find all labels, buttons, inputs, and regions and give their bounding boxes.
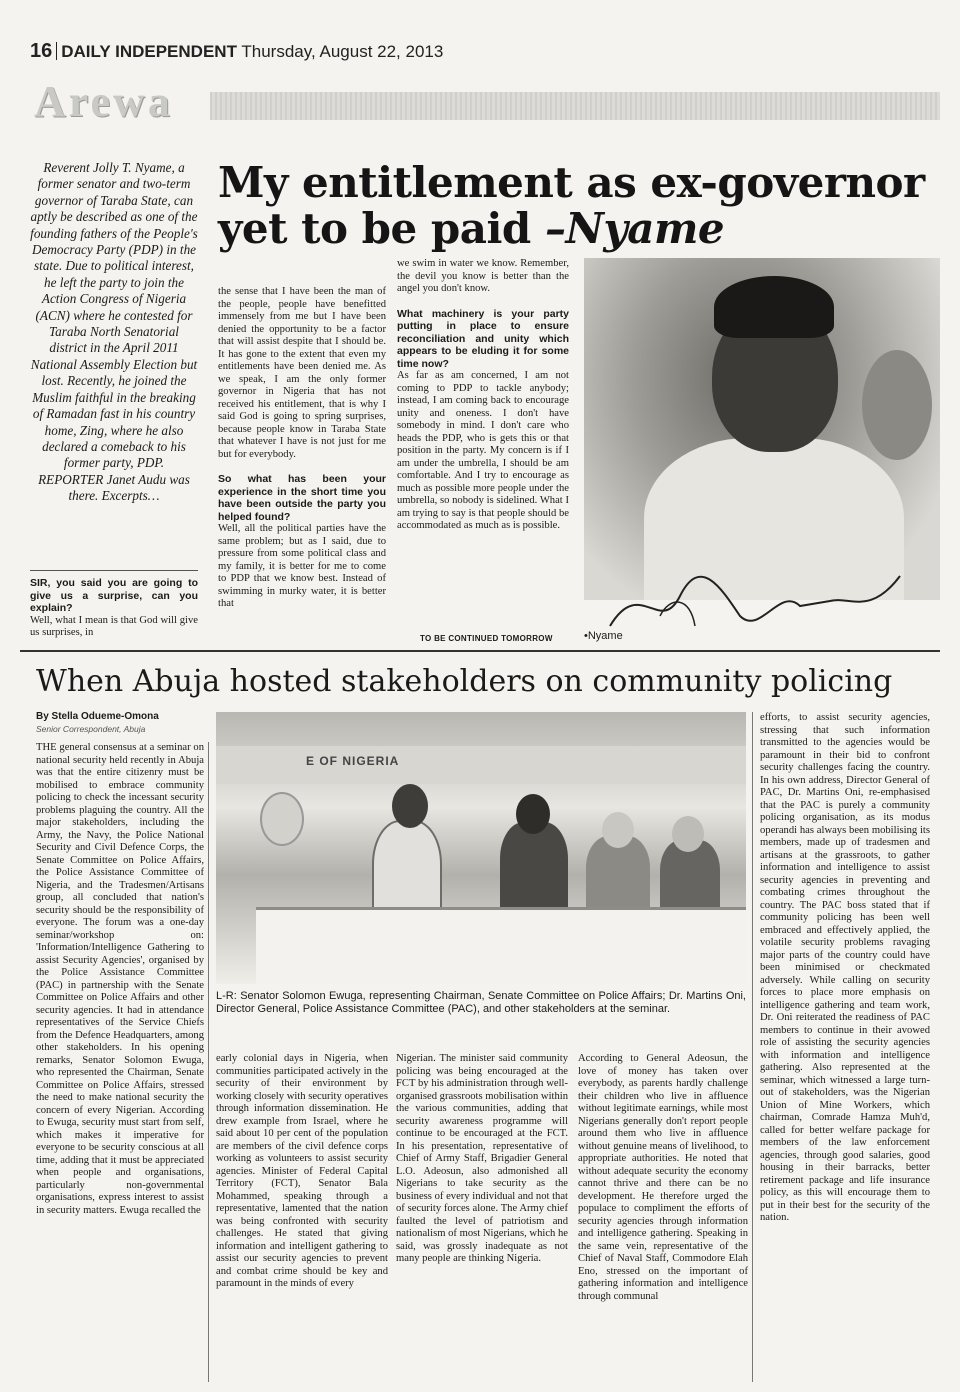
photo-banner: [216, 746, 746, 784]
spacer: [218, 461, 386, 473]
photo-figure-officer-head: [516, 794, 550, 834]
photo-figure-logo: [260, 792, 304, 846]
column-rule: [30, 570, 198, 571]
section-title: Arewa: [34, 77, 173, 126]
answer-1: Well, what I mean is that God will give us surprises, in: [30, 614, 198, 638]
photo-figure-ewuga-head: [392, 784, 428, 828]
story2-column-3: Nigerian. The minister said community policing was being encouraged at the FCT by his administration through well-organised grassroots mobilisation within the various communities, adding that security awareness programme will continue to be encouraged at the FCT. In his presentation, representative of Chief of Army Staff, Brigadier General L.O. Adeosun, also admonished all Nigerians to take security as the business of every individual and not that of security forces alone. The Army chief faulted the level of patriotism and nationalism of most Nigerians, which he said, was grossly inadequate as not many people are thinking Nigeria.: [396, 1053, 568, 1264]
newspaper-name: DAILY INDEPENDENT: [61, 42, 237, 61]
column-rule: [208, 742, 209, 1382]
story1-headline-attribution: –Nyame: [544, 204, 725, 253]
masthead-divider: [56, 42, 57, 60]
handwritten-signature: [600, 556, 930, 646]
story2-column-1: THE general consensus at a seminar on national security held recently in Abuja was that the entire citizenry must be mobilised to embrace community policing to check the incessant security problems plaguing the country. All the major stakeholders, including the Army, the Navy, the Police National Security and Civil Defence Corps, the Senate Committee on Police Affairs, the Police Assistance Committee of Nigeria, and the Tradesmen/Artisans group, all concluded that nation's security should be the responsibility of everyone. The forum was a one-day seminar/workshop on: 'Information/Intelligence Gathering to assist Security Agencies', organised by the Police Assistance Committee (PAC) in partnership with the Senate Committee on Police Affairs and other security agencies. It had in attendance representatives of the Service Chiefs from the Defence Headquarters, among other stakeholders. In his opening remarks, Senator Solomon Ewuga, who represented the Chairman, Senate Committee on Police Affairs, stressed the need to make national security the concern of every Nigerian. According to Ewuga, security must start from self, which makes it imperative for everyone to be security conscious at all time, adding that it must be appreciated when people and organisations, particularly non-governmental organisations, express interest to assist in security matters. Ewuga recalled the: [36, 742, 204, 1216]
story1-column-left: [30, 577, 198, 640]
story1-column-a: [218, 286, 386, 611]
column-rule: [752, 712, 753, 1382]
seminar-photo-caption: L-R: Senator Solomon Ewuga, representing Chairman, Senate Committee on Police Affairs; Dr. Martins Oni, Director General, Police Assistance Committee (PAC), and other stakeholders at the seminar.: [216, 990, 746, 1016]
photo-figure-stakeholder-head: [672, 816, 704, 852]
spacer: [397, 296, 569, 308]
question-1: SIR, you said you are going to give us a surprise, can you explain?: [30, 577, 198, 614]
photo-figure-oni-head: [602, 812, 634, 848]
photo-figure-cap: [714, 276, 834, 338]
column-a-text: the sense that I have been the man of the people, people have benefitted immensely from me but I have been denied the opportunity to be a factor that will assist despite that I should be. It has gone to the extent that even my entitlements have been denied me. As we speak, I am the only former governor in Nigeria that has not received his entitlement, that is why I said God is going to spring surprises, because people know in Taraba State that whatever I have is not just for me but for everybody.: [218, 286, 386, 460]
issue-date: Thursday, August 22, 2013: [241, 42, 444, 61]
photo-table: [256, 907, 746, 984]
answer-2: Well, all the political parties have the same problem; but as I said, due to pressure from some political class and my family, it is better for me to come to PDP that we know best. Instead of swimming in murky water, it is better that: [218, 523, 386, 609]
story1-headline: [218, 160, 938, 252]
story2-column-4: According to General Adeosun, the love of money has taken over everybody, as parents hardly challenge their children who live in affluence without legitimate earnings, while most Nigerians generally don't report people around them who live in affluence without genuine means of livelihood, to appropriate authorities. He noted that without adequate security the economy cannot thrive and there can be no development. He therefore urged the populace to compliment the efforts of security agencies through information and intelligence gathering. Speaking in the same vein, representative of the Chief of Naval Staff, Commodore Elah Eno, stressed on the important of gathering information and intelligence through communal: [578, 1053, 748, 1302]
page-number: 16: [30, 40, 53, 62]
story1-headline-text: My entitlement as ex-governor yet to be paid: [218, 158, 925, 253]
column-b-text: we swim in water we know. Remember, the devil you know is better than the angel you don't know.: [397, 258, 569, 294]
photo-caption-nyame: •Nyame: [584, 630, 623, 642]
story2-column-2: early colonial days in Nigeria, when communities participated actively in the security of their environment by working closely with security operatives through information dissemination. He drew example from Israel, where he said about 10 per cent of the population are members of the civil defence corps working as volunteers to assist security agencies. Minister of Federal Capital Territory (FCT), Senator Bala Mohammed, speaking through a representative, lamented that the nation was being confronted with security challenges. He stated that giving information and intelligent gathering to assist our security agencies to prevent and combat crime should be key and paramount in the minds of every: [216, 1053, 388, 1289]
story2-headline: When Abuja hosted stakeholders on community policing: [36, 664, 893, 699]
story1-intro: Reverent Jolly T. Nyame, a former senator and two-term governor of Taraba State, can aptly be described as one of the founding fathers of the People's Democracy Party (PDP) in the state. Due to political interest, he left the party to join the Action Congress of Nigeria (ACN) where he contested for Taraba North Senatorial district in the April 2011 National Assembly Election but lost. Recently, he joined the Muslim faithful in the breaking of Ramadan fast in his country home, Zing, where he also declared a comeback to his former party, PDP. REPORTER Janet Audu was there. Excerpts…: [30, 160, 198, 504]
answer-3: As far as am concerned, I am not coming to PDP to tackle anybody; instead, I am coming back to encourage unity and oneness. I don't have somebody in mind. I don't care who heads the PDP, who is gets this or that position in the party. My concern is if I am under the umbrella, I should be am comfortable. And I try to encourage as much as possible more people under the umbrella, so nobody is sidelined. What I am trying to say is that people should be accommodated as much as is possible.: [397, 370, 569, 531]
story-divider: [20, 650, 940, 652]
photo-background-figure: [862, 350, 932, 460]
question-3: What machinery is your party putting in place to ensure reconciliation and unity which appears to be eluding it for some time now?: [397, 307, 569, 370]
story2-byline: By Stella Odueme-Omona: [36, 711, 159, 722]
nyame-photo: [584, 258, 940, 600]
question-2: So what has been your experience in the short time you have been outside the party you helped found?: [218, 473, 386, 523]
story2-role: Senior Correspondent, Abuja: [36, 724, 146, 734]
masthead: [30, 40, 930, 68]
section-rule: [210, 92, 940, 120]
story2-column-right: efforts, to assist security agencies, stressing that such information transmitted to the agencies would be paramount in their bid to confront security challenges facing the country. In his own address, Director General of PAC, Dr. Martins Oni, re-emphasised that the PAC is purely a community policing organisation, as its modus operandi has always been mobilising its members, made up of tradesmen and artisans at the grassroots, to gather information and intelligence to assist security agencies in preventing and combating crimes throughout the country. The PAC boss stated that if community policing has been well embraced and effectively applied, the volatile security problems ravaging major parts of the country could have been minimised or checkmated adversely. While calling on security forces to place more emphasis on intelligence gathering and team work, Dr. Oni reiterated the readiness of PAC members to continue in their avowed role of assisting the security agencies with information and intelligence gathering. Also represented at the seminar, which witnessed a large turn-out of stakeholders, was the Nigerian Union of Mine Workers, which chairman, Comrade Hamza Muh'd, called for better welfare package for members of the law enforcement agencies, through good salaries, good housing in their barracks, better retirement package and life insurance policy, as this will encourage them to put in their best for the security of the nation.: [760, 712, 930, 1223]
photo-banner-text: E OF NIGERIA: [306, 754, 400, 768]
to-be-continued: TO BE CONTINUED TOMORROW: [420, 634, 553, 643]
story1-column-b: [397, 258, 569, 533]
seminar-photo: [216, 712, 746, 984]
